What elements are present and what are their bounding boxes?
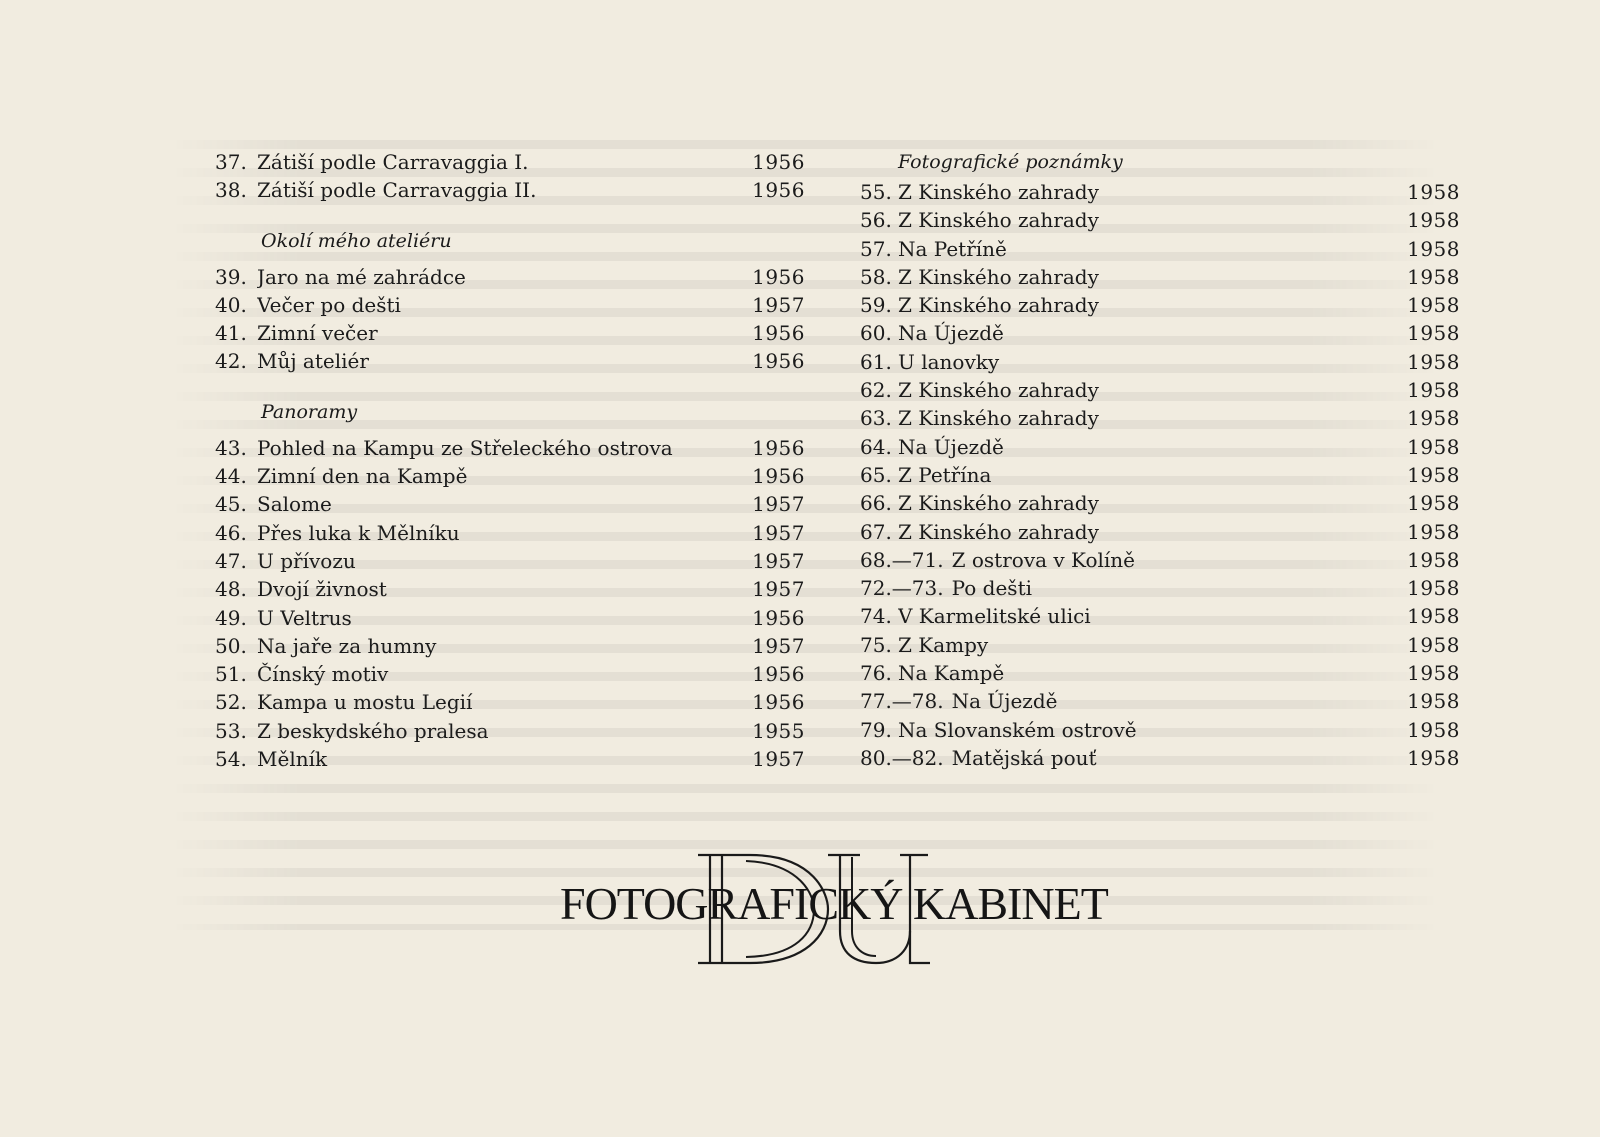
item-title: U Veltrus	[257, 605, 352, 630]
section-heading: Fotografické poznámky	[898, 151, 1123, 173]
list-item	[860, 744, 1460, 772]
item-year: 1956	[752, 321, 805, 346]
section-gap	[215, 376, 805, 398]
item-year: 1958	[1407, 293, 1460, 318]
item-title: Z ostrova v Kolíně	[951, 547, 1136, 572]
item-number: 43.	[215, 435, 247, 460]
left-column	[215, 148, 805, 773]
logo-text: FOTOGRAFICKÝ KABINET	[560, 878, 1108, 929]
item-number: 77.—78.	[860, 689, 944, 714]
item-year: 1958	[1407, 434, 1460, 459]
item-number: 54.	[215, 747, 247, 772]
catalog-section	[215, 148, 805, 205]
list-item	[860, 602, 1460, 630]
item-number: 63.	[860, 406, 892, 431]
list-item	[860, 574, 1460, 602]
list-item	[860, 687, 1460, 715]
item-year: 1958	[1407, 264, 1460, 289]
section-heading: Panoramy	[261, 400, 358, 423]
item-title: Z Kampy	[898, 632, 989, 657]
item-number: 75.	[860, 632, 892, 657]
catalog-section	[215, 376, 805, 774]
item-number: 76.	[860, 661, 892, 686]
item-title: U lanovky	[898, 349, 1000, 374]
list-item	[860, 319, 1460, 347]
item-year: 1958	[1407, 745, 1460, 770]
list-item	[215, 148, 805, 176]
item-title: Z Kinského zahrady	[898, 491, 1099, 516]
list-item	[860, 433, 1460, 461]
item-title: Večer po dešti	[257, 292, 401, 317]
item-number: 49.	[215, 605, 247, 630]
item-year: 1955	[752, 718, 805, 743]
item-year: 1958	[1407, 491, 1460, 516]
item-number: 44.	[215, 464, 247, 489]
item-year: 1958	[1407, 661, 1460, 686]
item-title: Zátiší podle Carravaggia I.	[257, 150, 529, 174]
item-title: Na Slovanském ostrově	[898, 717, 1137, 742]
item-title: Z Kinského zahrady	[898, 293, 1099, 318]
item-title: Zimní den na Kampě	[257, 464, 468, 489]
item-year: 1956	[752, 264, 805, 289]
item-year: 1958	[1407, 236, 1460, 261]
item-number: 79.	[860, 717, 892, 742]
item-year: 1958	[1407, 208, 1460, 233]
heading-gap	[215, 255, 805, 263]
item-title: Salome	[257, 492, 332, 517]
item-title: Z Kinského zahrady	[898, 519, 1099, 544]
item-number: 65.	[860, 462, 892, 487]
item-number: 55.	[860, 180, 892, 204]
item-number: 42.	[215, 349, 247, 374]
list-item	[215, 490, 805, 518]
item-title: Můj ateliér	[257, 349, 369, 374]
list-item	[860, 206, 1460, 234]
item-title: Z Kinského zahrady	[898, 264, 1099, 289]
item-year: 1957	[752, 492, 805, 517]
list-item	[215, 717, 805, 745]
item-number: 68.—71.	[860, 547, 944, 572]
heading-gap	[215, 426, 805, 434]
list-item	[860, 461, 1460, 489]
item-year: 1958	[1407, 349, 1460, 374]
item-number: 59.	[860, 293, 892, 318]
item-year: 1958	[1407, 717, 1460, 742]
list-item	[215, 547, 805, 575]
item-year: 1957	[752, 577, 805, 602]
list-item	[215, 291, 805, 319]
list-item	[860, 291, 1460, 319]
item-number: 67.	[860, 519, 892, 544]
item-year: 1958	[1407, 406, 1460, 431]
item-number: 57.	[860, 236, 892, 261]
item-year: 1957	[752, 292, 805, 317]
list-item	[215, 575, 805, 603]
item-year: 1957	[752, 520, 805, 545]
item-title: Dvojí živnost	[257, 577, 387, 602]
list-item	[215, 434, 805, 462]
item-number: 72.—73.	[860, 576, 944, 601]
item-year: 1957	[752, 548, 805, 573]
item-number: 53.	[215, 718, 247, 743]
list-item	[860, 263, 1460, 291]
item-title: Zimní večer	[257, 321, 378, 346]
item-year: 1956	[752, 690, 805, 715]
item-number: 64.	[860, 434, 892, 459]
item-title: Přes luka k Mělníku	[257, 520, 460, 545]
item-year: 1958	[1407, 689, 1460, 714]
item-number: 66.	[860, 491, 892, 516]
item-number: 52.	[215, 690, 247, 715]
item-number: 40.	[215, 292, 247, 317]
item-number: 39.	[215, 264, 247, 289]
list-item	[215, 688, 805, 716]
list-item	[860, 518, 1460, 546]
section-heading: Okolí mého ateliéru	[261, 229, 452, 252]
list-item	[860, 631, 1460, 659]
item-title: Na Újezdě	[898, 321, 1004, 346]
right-column	[860, 148, 1460, 772]
item-year: 1958	[1407, 462, 1460, 487]
item-number: 48.	[215, 577, 247, 602]
list-item	[860, 178, 1460, 206]
item-year: 1956	[752, 662, 805, 687]
item-title: Z Petřína	[898, 462, 992, 487]
item-title: Z Kinského zahrady	[898, 378, 1099, 403]
list-item	[215, 319, 805, 347]
item-year: 1958	[1407, 519, 1460, 544]
item-year: 1958	[1407, 321, 1460, 346]
item-title: Mělník	[257, 747, 328, 772]
item-number: 51.	[215, 662, 247, 687]
item-year: 1958	[1407, 547, 1460, 572]
list-item	[215, 660, 805, 688]
list-item	[860, 348, 1460, 376]
item-title: Z Kinského zahrady	[898, 208, 1099, 233]
item-year: 1956	[752, 605, 805, 630]
list-item	[215, 632, 805, 660]
item-number: 56.	[860, 208, 892, 233]
list-item	[215, 519, 805, 547]
item-title: Jaro na mé zahrádce	[257, 264, 466, 289]
item-title: Na Kampě	[898, 661, 1005, 686]
list-item	[215, 263, 805, 291]
list-item	[215, 604, 805, 632]
list-item	[215, 745, 805, 773]
item-number: 45.	[215, 492, 247, 517]
list-item	[860, 546, 1460, 574]
item-title: Na Újezdě	[951, 689, 1058, 714]
item-year: 1958	[1407, 180, 1460, 204]
list-item	[860, 235, 1460, 263]
item-number: 62.	[860, 378, 892, 403]
list-item	[215, 462, 805, 490]
item-title: U přívozu	[257, 548, 356, 573]
list-item	[860, 716, 1460, 744]
catalog-section	[215, 205, 805, 376]
fotograficky-kabinet-logo	[560, 835, 1108, 970]
item-year: 1957	[752, 747, 805, 772]
item-title: Na Újezdě	[898, 434, 1004, 459]
item-title: Zátiší podle Carravaggia II.	[257, 178, 537, 203]
item-year: 1956	[752, 464, 805, 489]
item-number: 50.	[215, 633, 247, 658]
list-item	[860, 489, 1460, 517]
item-title: Z beskydského pralesa	[257, 718, 489, 743]
list-item	[215, 176, 805, 204]
item-title: Matějská pouť	[951, 745, 1097, 770]
item-title: Na Petříně	[898, 236, 1007, 261]
item-number: 61.	[860, 349, 892, 374]
list-item	[860, 376, 1460, 404]
item-title: Z Kinského zahrady	[898, 406, 1099, 431]
list-item	[860, 659, 1460, 687]
item-number: 41.	[215, 321, 247, 346]
item-number: 60.	[860, 321, 892, 346]
item-number: 58.	[860, 264, 892, 289]
item-number: 80.—82.	[860, 745, 944, 770]
item-number: 37.	[215, 150, 247, 174]
item-title: Po dešti	[951, 576, 1033, 601]
item-title: V Karmelitské ulici	[898, 604, 1091, 629]
item-title: Na jaře za humny	[257, 633, 437, 658]
item-number: 38.	[215, 178, 247, 203]
item-title: Kampa u mostu Legií	[257, 690, 473, 715]
item-year: 1956	[752, 435, 805, 460]
item-title: Pohled na Kampu ze Střeleckého ostrova	[257, 435, 673, 460]
item-year: 1956	[752, 178, 805, 203]
item-year: 1958	[1407, 632, 1460, 657]
list-item	[215, 347, 805, 375]
item-year: 1956	[752, 349, 805, 374]
list-item	[860, 404, 1460, 432]
section-gap	[215, 205, 805, 227]
item-year: 1958	[1407, 604, 1460, 629]
item-title: Z Kinského zahrady	[898, 180, 1099, 204]
item-year: 1956	[752, 150, 805, 174]
item-number: 47.	[215, 548, 247, 573]
item-year: 1958	[1407, 576, 1460, 601]
item-year: 1958	[1407, 378, 1460, 403]
item-number: 74.	[860, 604, 892, 629]
item-title: Čínský motiv	[257, 662, 389, 687]
item-number: 46.	[215, 520, 247, 545]
item-year: 1957	[752, 633, 805, 658]
